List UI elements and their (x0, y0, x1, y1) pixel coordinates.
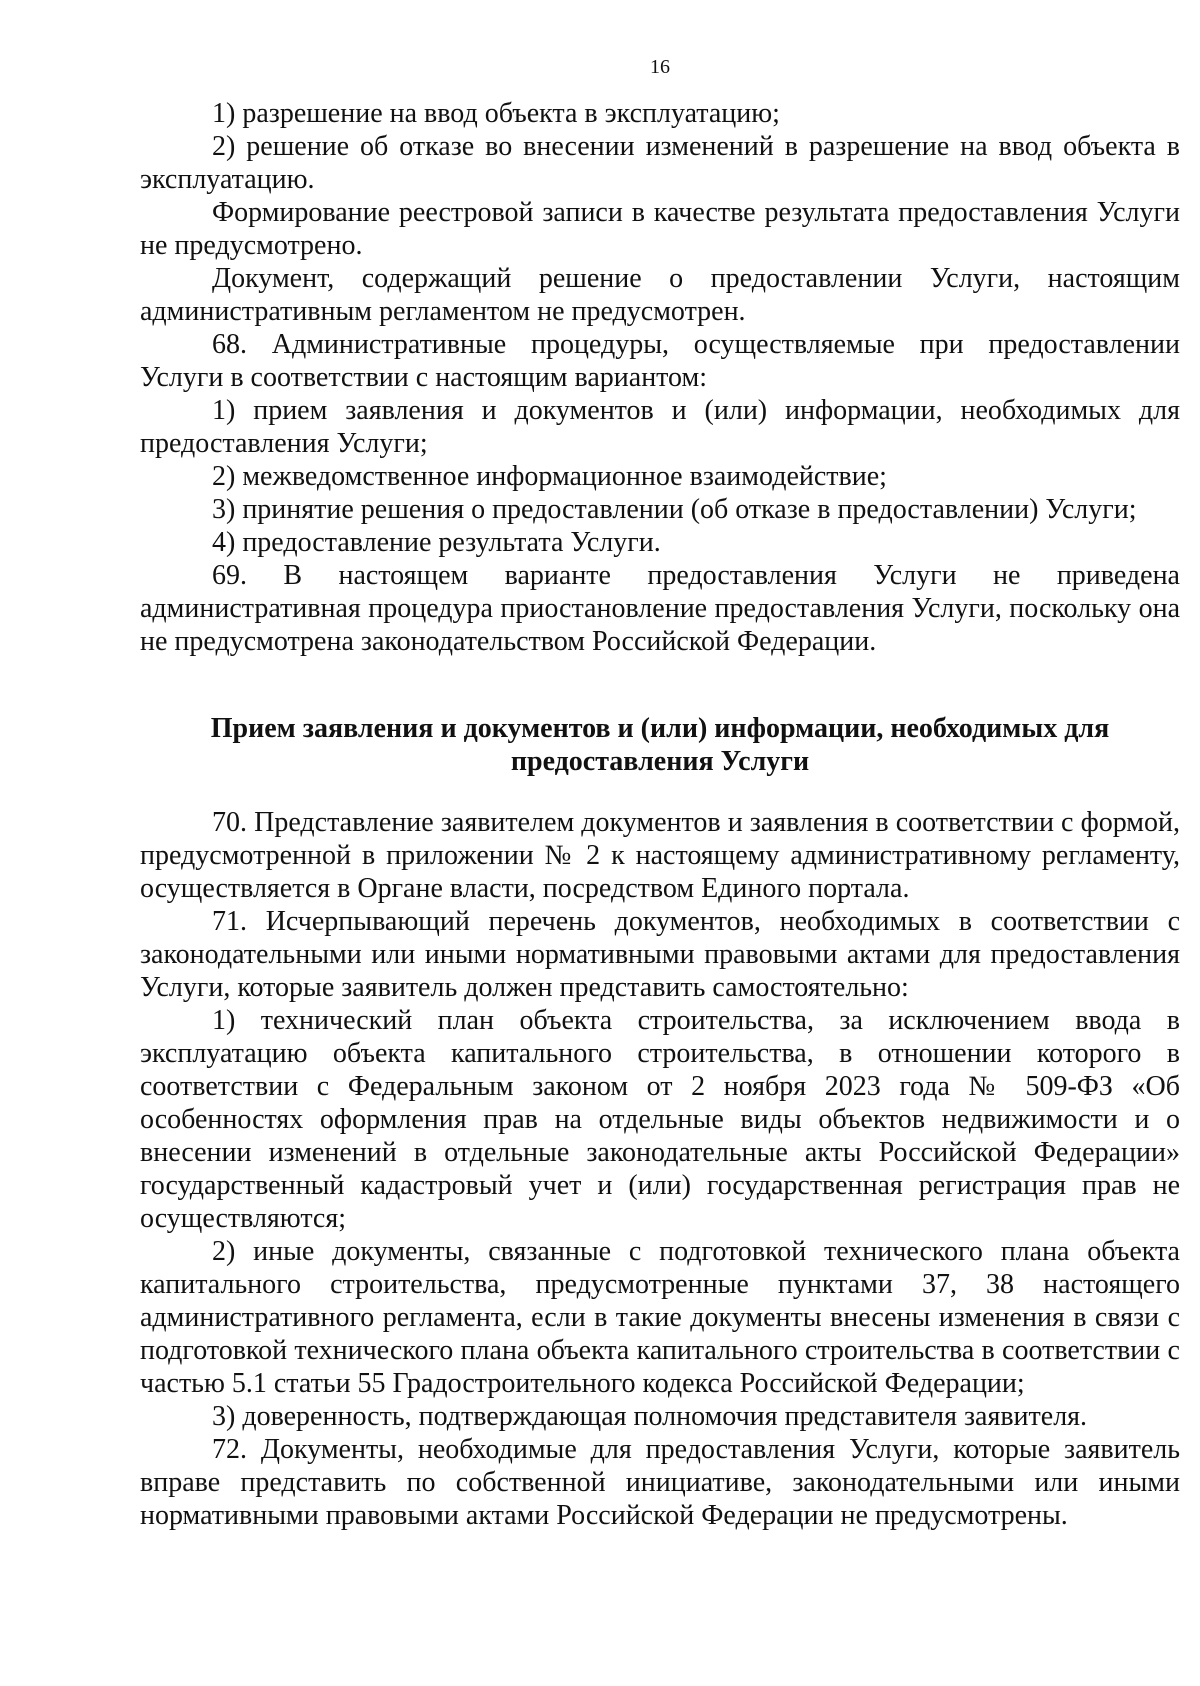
page-number: 16 (650, 56, 670, 78)
section-heading-line-1: Прием заявления и документов и (или) информации, необходимых для (210, 713, 1110, 744)
procedure-item-4: 4) предоставление результата Услуги. (212, 527, 661, 558)
result-item-refusal: 2) решение об отказе во внесении изменений в разрешение на ввод объекта в эксплуатацию. (140, 131, 1180, 195)
document-item-1: 1) технический план объекта строительства, за исключением ввода в эксплуатацию объекта капитального строительства, в отношении которого в соответствии с Федеральным законом от 2 ноября 2023 года № 509-ФЗ «Об особенностях оформления прав на отдельные виды объектов недвижимости и о внесении изменений в отдельные законодательные акты Российской Федерации» государственный кадастровый учет и (или) государственная регистрация прав не осуществляются; (140, 1005, 1180, 1234)
section-heading (140, 712, 1180, 778)
bottom-text-block (140, 806, 1180, 1532)
clause-70: 70. Представление заявителем документов и заявления в соответствии с формой, предусмотренной в приложении № 2 к настоящему административному регламенту, осуществляется в Органе власти, посредством Единого портала. (140, 807, 1180, 904)
document-item-2: 2) иные документы, связанные с подготовкой технического плана объекта капитального строительства, предусмотренные пунктами 37, 38 настоящего административного регламента, если в такие документы внесены изменения в связи с подготовкой технического плана объекта капитального строительства в соответствии с частью 5.1 статьи 55 Градостроительного кодекса Российской Федерации; (140, 1236, 1180, 1399)
decision-document-paragraph: Документ, содержащий решение о предоставлении Услуги, настоящим административным регламентом не предусмотрен. (140, 263, 1180, 327)
registry-record-paragraph: Формирование реестровой записи в качестве результата предоставления Услуги не предусмотрено. (140, 197, 1180, 261)
clause-69: 69. В настоящем варианте предоставления Услуги не приведена административная процедура приостановление предоставления Услуги, поскольку она не предусмотрена законодательством Российской Федерации. (140, 560, 1180, 657)
clause-72: 72. Документы, необходимые для предоставления Услуги, которые заявитель вправе представить по собственной инициативе, законодательными или иными нормативными правовыми актами Российской Федерации не предусмотрены. (140, 1434, 1180, 1531)
procedure-item-1: 1) прием заявления и документов и (или) информации, необходимых для предоставления Услуги; (140, 395, 1180, 459)
procedure-item-3: 3) принятие решения о предоставлении (об отказе в предоставлении) Услуги; (212, 494, 1137, 525)
procedure-item-2: 2) межведомственное информационное взаимодействие; (212, 461, 887, 492)
top-text-block (140, 97, 1180, 658)
section-heading-line-2: предоставления Услуги (510, 746, 810, 777)
result-item-permit: 1) разрешение на ввод объекта в эксплуатацию; (212, 98, 780, 129)
clause-68: 68. Административные процедуры, осуществляемые при предоставлении Услуги в соответствии с настоящим вариантом: (140, 329, 1180, 393)
document-item-3: 3) доверенность, подтверждающая полномочия представителя заявителя. (212, 1401, 1088, 1432)
clause-71: 71. Исчерпывающий перечень документов, необходимых в соответствии с законодательными или иными нормативными правовыми актами для предоставления Услуги, которые заявитель должен представить самостоятельно: (140, 906, 1180, 1003)
